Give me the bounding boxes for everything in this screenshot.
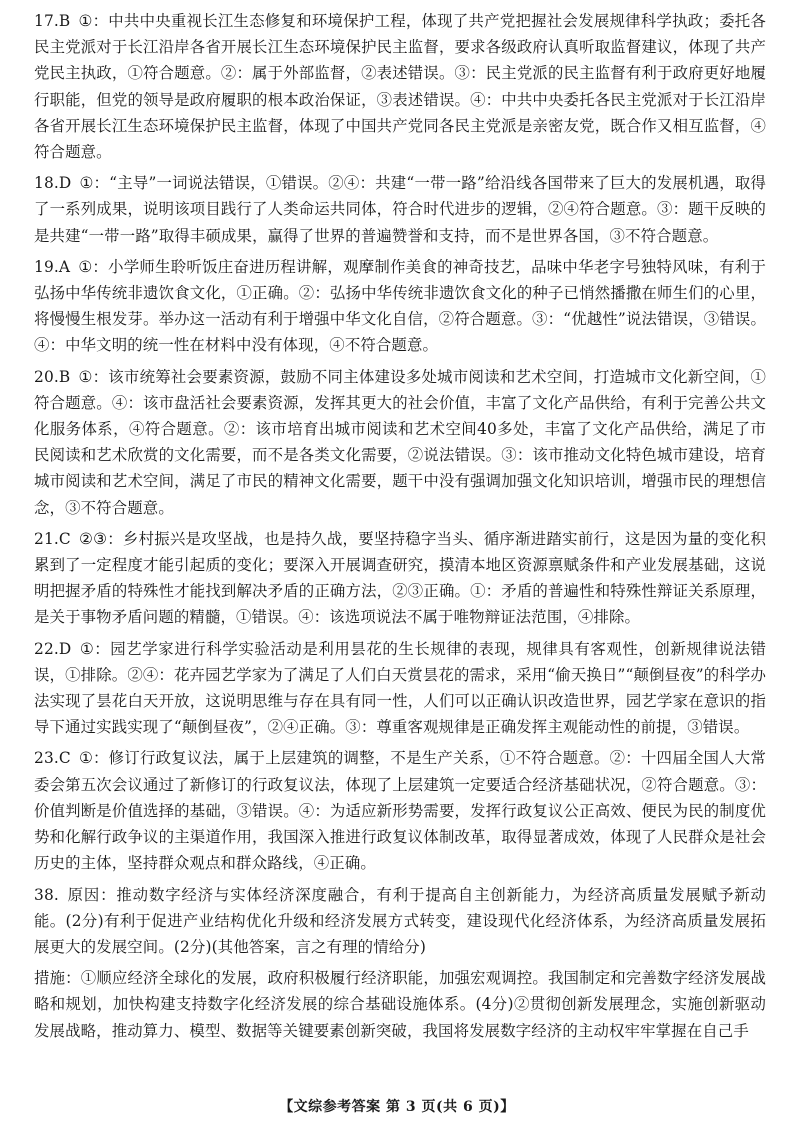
answer-38 bbox=[34, 882, 766, 961]
answer-text: ①：修订行政复议法，属于上层建筑的调整，不是生产关系，①不符合题意。②：十四届全国人大常委会第五次会议通过了新修订的行政复议法，体现了上层建筑一定要适合经济基础状况，②符合题意。③：价值判断是价值选择的基础，③错误。④：为适应新形势需要，发挥行政复议公正高效、便民为民的制度优势和化解行政争议的主渠道作用，我国深入推进行政复议体制改革，取得显著成效，体现了人民群众是社会历史的主体，坚持群众观点和群众路线，④正确。 bbox=[34, 749, 766, 873]
answer-number: 18.D bbox=[34, 174, 72, 193]
answer-text: ①：该市统筹社会要素资源，鼓励不同主体建设多处城市阅读和艺术空间，打造城市文化新空间，①符合题意。④：该市盘活社会要素资源，发挥其更大的社会价值，丰富了文化产品供给，有利于完善公共文化服务体系，④符合题意。②：该市培育出城市阅读和艺术空间40多处，丰富了文化产品供给，满足了市民阅读和艺术欣赏的文化需要，而不是各类文化需要，②说法错误。③：该市推动文化特色城市建设，培育城市阅读和艺术空间，满足了市民的精神文化需要，题干中没有强调加强文化知识培训，增强市民的理想信念，③不符合题意。 bbox=[34, 367, 766, 517]
answer-18 bbox=[34, 170, 766, 249]
answer-number: 19.A bbox=[34, 257, 71, 276]
answer-text: 原因：推动数字经济与实体经济深度融合，有利于提高自主创新能力，为经济高质量发展赋予新动能。(2分)有利于促进产业结构优化升级和经济发展方式转变，建设现代化经济体系，为经济高质量发展拓展更大的发展空间。(2分)(其他答案，言之有理的情给分) bbox=[34, 885, 766, 956]
answer-22 bbox=[34, 636, 766, 741]
answer-17 bbox=[34, 8, 766, 165]
answer-text: ①：“主导”一词说法错误，①错误。②④：共建“一带一路”给沿线各国带来了巨大的发展机遇，取得了一系列成果，说明该项目践行了人类命运共同体，符合时代进步的逻辑，②④符合题意。③：题干反映的是共建“一带一路”取得丰硕成果，赢得了世界的普遍赞誉和支持，而不是世界各国，③不符合题意。 bbox=[34, 174, 766, 245]
page-footer: 【文综参考答案 第 3 页(共 6 页)】 bbox=[279, 1099, 515, 1115]
answer-number: 23.C bbox=[34, 749, 71, 768]
answer-number: 38. bbox=[34, 885, 59, 904]
answer-text: ①：中共中央重视长江生态修复和环境保护工程，体现了共产党把握社会发展规律科学执政；委托各民主党派对于长江沿岸各省开展长江生态环境保护民主监督，要求各级政府认真听取监督建议，体现了共产党民主执政，①符合题意。②：属于外部监督，②表述错误。③：民主党派的民主监督有利于政府更好地履行职能，但党的领导是政府履职的根本政治保证，③表述错误。④：中共中央委托各民主党派对于长江沿岸各省开展长江生态环境保护民主监督，体现了中国共产党同各民主党派是亲密友党，既合作又相互监督，④符合题意。 bbox=[34, 12, 766, 162]
answer-number: 20.B bbox=[34, 367, 71, 386]
answer-number: 22.D bbox=[34, 639, 72, 658]
answer-19 bbox=[34, 254, 766, 359]
answer-text: ②③：乡村振兴是攻坚战，也是持久战，要坚持稳字当头、循序渐进踏实前行，这是因为量的变化积累到了一定程度才能引起质的变化；要深入开展调查研究，摸清本地区资源禀赋条件和产业发展基础，这说明把握矛盾的特殊性才能找到解决矛盾的正确方法，②③正确。①：矛盾的普遍性和特殊性辩证关系原理，是关于事物矛盾问题的精髓，①错误。④：该选项说法不属于唯物辩证法范围，④排除。 bbox=[34, 529, 766, 627]
answer-number: 21.C bbox=[34, 529, 71, 548]
answer-number: 17.B bbox=[34, 12, 71, 30]
answer-page bbox=[34, 8, 766, 1048]
answer-text: ①：小学师生聆听饭庄奋进历程讲解，观摩制作美食的神奇技艺，品味中华老字号独特风味，有利于弘扬中华传统非遗饮食文化，①正确。②：弘扬中华传统非遗饮食文化的种子已悄然播撒在师生们的心里，将慢慢生根发芽。举办这一活动有利于增强中华文化自信，②符合题意。③：“优越性”说法错误，③错误。④：中华文明的统一性在材料中没有体现，④不符合题意。 bbox=[34, 257, 766, 355]
answer-text: ①：园艺学家进行科学实验活动是利用昙花的生长规律的表现，规律具有客观性，创新规律说法错误，①排除。②④：花卉园艺学家为了满足了人们白天赏昙花的需求，采用“偷天换日”“颠倒昼夜”的科学办法实现了昙花白天开放，这说明思维与存在具有同一性，人们可以正确认识改造世界，园艺学家在意识的指导下通过实践实现了“颠倒昼夜”，②④正确。③：尊重客观规律是正确发挥主观能动性的前提，③错误。 bbox=[34, 639, 766, 737]
answer-21 bbox=[34, 526, 766, 631]
answer-23 bbox=[34, 745, 766, 876]
answer-20 bbox=[34, 364, 766, 521]
answer-38-measures: 措施：①顺应经济全球化的发展，政府积极履行经济职能，加强宏观调控。我国制定和完善数字经济发展战略和规划，加快构建支持数字化经济发展的综合基础设施体系。(4分)②贯彻创新发展理念，实施创新驱动发展战略，推动算力、模型、数据等关键要素创新突破，我国将发展数字经济的主动权牢牢掌握在自己手 bbox=[34, 969, 766, 1040]
